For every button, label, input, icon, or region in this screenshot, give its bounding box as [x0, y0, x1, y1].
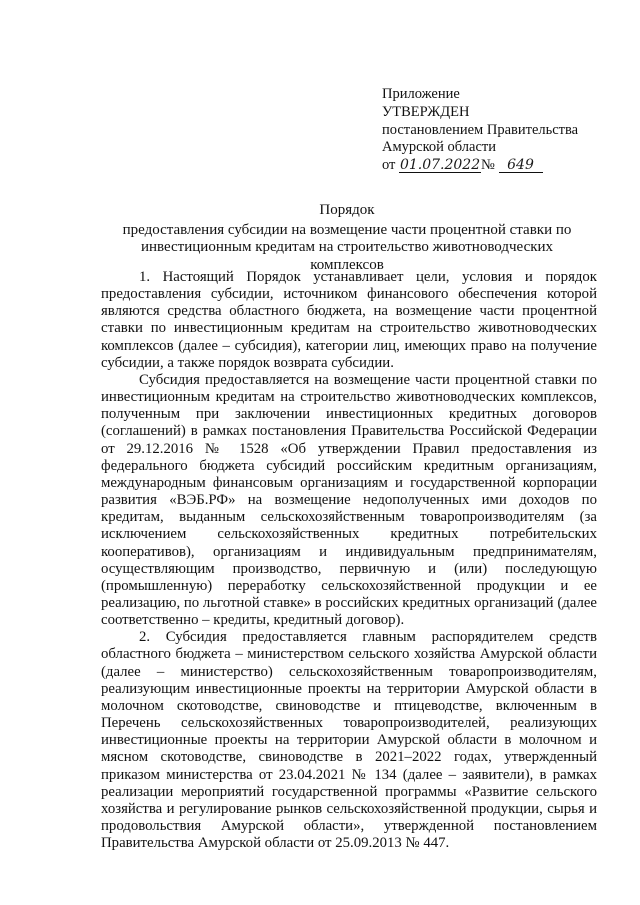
document-heading: Порядок [319, 202, 375, 218]
document-body [101, 269, 597, 852]
approval-decree-label: постановлением Правительства [382, 121, 579, 138]
approval-region-label: Амурской области [382, 139, 496, 156]
paragraph: 2. Субсидия предоставляется главным распорядителем средств областного бюджета – министерством сельского хозяйства Амурской области (далее – министерство) сельскохозяйственным товаропроизводителям, реализующим инвестиционные проекты на территории Амурской области в молочном скотоводстве, свиноводстве и птицеводстве, включенным в Перечень сельскохозяйственных товаропроизводителей, реализующих инвестиционные проекты на территории Амурской области в молочном и мясном скотоводстве, свиноводстве в 2021–2022 годах, утвержденный приказом министерства от 23.04.2021 № 134 (далее – заявители), в рамках реализации мероприятий государственной программы «Развитие сельского хозяйства и регулирование рынков сельскохозяйственной продукции, сырья и продовольствия Амурской области», утвержденной постановлением Правительства Амурской области от 25.09.2013 № 447. [101, 629, 597, 852]
document-subtitle: предоставления субсидии на возмещение части процентной ставки по инвестиционным кредитам на строительство животноводческих комплексов [122, 221, 572, 273]
paragraph: 1. Настоящий Порядок устанавливает цели, условия и порядок предоставления субсидии, источником финансового обеспечения которой являются средства областного бюджета, на возмещение части процентной ставки по инвестиционным кредитам на строительство животноводческих комплексов (далее – субсидия), категории лиц, имеющих право на получение субсидии, а также порядок возврата субсидии. [101, 269, 597, 371]
approval-date-line [382, 157, 578, 175]
document-title [112, 202, 582, 274]
approval-block [382, 86, 578, 175]
paragraph: Субсидия предоставляется на возмещение части процентной ставки по инвестиционным кредитам на строительство животноводческих комплексов, полученным при заключении инвестиционных кредитных договоров (соглашений) в рамках постановления Правительства Российской Федерации от 29.12.2016 № 1528 «Об утверждении Правил предоставления из федерального бюджета субсидий российским кредитным организациям, международным финансовым организациям и государственной корпорации развития «ВЭБ.РФ» на возмещение недополученных ими доходов по кредитам, выданным сельскохозяйственным товаропроизводителям (за исключением сельскохозяйственных кредитных потребительских кооперативов), организациям и индивидуальным предпринимателям, осуществляющим производство, первичную и (или) последующую (промышленную) переработку сельскохозяйственной продукции и ее реализацию, по льготной ставке» в российских кредитных организаций (далее соответственно – кредиты, кредитный договор). [101, 371, 597, 629]
approval-date-prefix: от [382, 157, 396, 174]
approval-appendix-label: Приложение [382, 86, 460, 102]
approval-number-sign: № [481, 157, 495, 174]
approval-date-handwritten: 01.07.2022 [399, 157, 481, 174]
approval-number-handwritten: 649 [499, 158, 543, 173]
approval-approved-label: УТВЕРЖДЕН [382, 103, 470, 120]
